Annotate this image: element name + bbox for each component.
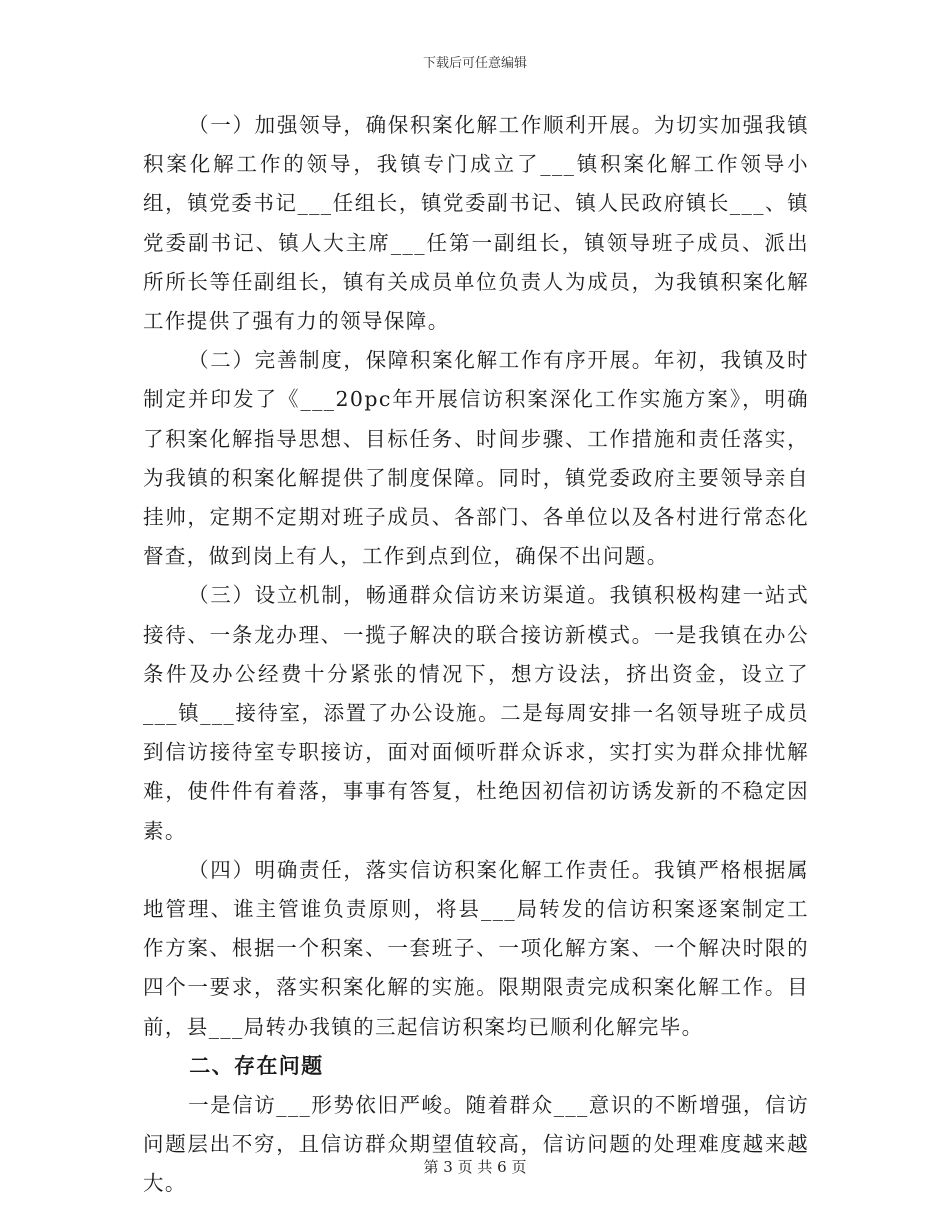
document-body — [143, 106, 809, 1204]
paragraph-3: （三）设立机制，畅通群众信访来访渠道。我镇积极构建一站式接待、一条龙办理、一揽子解决的联合接访新模式。一是我镇在办公条件及办公经费十分紧张的情况下，想方设法，挤出资金，设立了___镇___接待室，添置了办公设施。二是每周安排一名领导班子成员到信访接待室专职接访，面对面倾听群众诉求，实打实为群众排忧解难，使件件有着落，事事有答复，杜绝因初信初访诱发新的不稳定因素。 — [143, 583, 809, 843]
page-header: 下载后可任意编辑 — [422, 56, 527, 71]
section-heading: 二、存在问题 — [189, 1053, 324, 1078]
paragraph-2: （二）完善制度，保障积案化解工作有序开展。年初，我镇及时制定并印发了《___20pc年开展信访积案深化工作实施方案》，明确了积案化解指导思想、目标任务、时间步骤、工作措施和责任落实，为我镇的积案化解提供了制度保障。同时，镇党委政府主要领导亲自挂帅，定期不定期对班子成员、各部门、各单位以及各村进行常态化督查，做到岗上有人，工作到点到位，确保不出问题。 — [143, 348, 809, 569]
section-paragraph: 一是信访___形势依旧严峻。随着群众___意识的不断增强，信访问题层出不穷，且信访群众期望值较高，信访问题的处理难度越来越大。 — [143, 1093, 809, 1196]
paragraph-1: （一）加强领导，确保积案化解工作顺利开展。为切实加强我镇积案化解工作的领导，我镇专门成立了___镇积案化解工作领导小组，镇党委书记___任组长，镇党委副书记、镇人民政府镇长___、镇党委副书记、镇人大主席___任第一副组长，镇领导班子成员、派出所所长等任副组长，镇有关成员单位负责人为成员，为我镇积案化解工作提供了强有力的领导保障。 — [143, 113, 809, 334]
paragraph-4: （四）明确责任，落实信访积案化解工作责任。我镇严格根据属地管理、谁主管谁负责原则，将县___局转发的信访积案逐案制定工作方案、根据一个积案、一套班子、一项化解方案、一个解决时限的四个一要求，落实积案化解的实施。限期限责完成积案化解工作。目前，县___局转办我镇的三起信访积案均已顺利化解完毕。 — [143, 857, 809, 1039]
page-footer: 第 3 页 共 6 页 — [423, 1158, 527, 1176]
